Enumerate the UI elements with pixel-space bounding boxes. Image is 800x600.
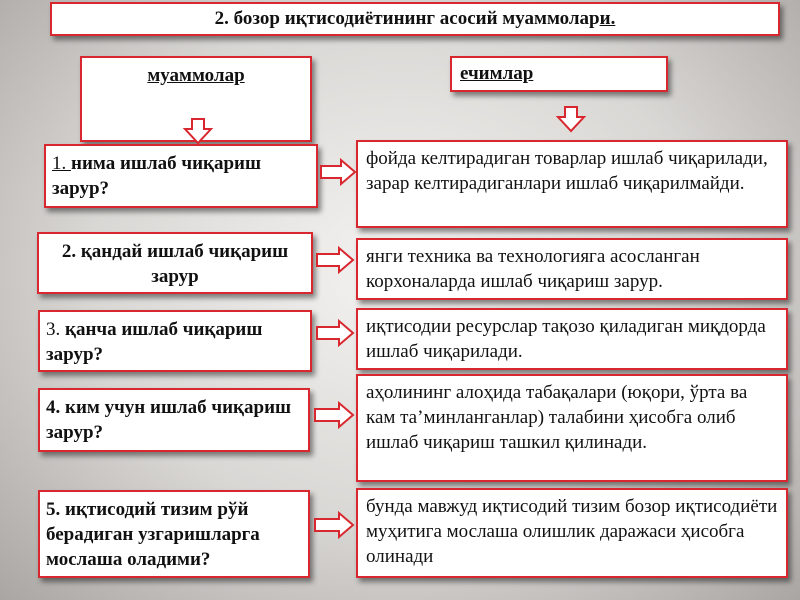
down-arrow-icon bbox=[184, 118, 212, 144]
solution-box-3 bbox=[356, 308, 788, 370]
problem-number: 4. bbox=[46, 397, 65, 418]
problem-number: 5. bbox=[46, 499, 65, 520]
right-arrow-icon bbox=[316, 320, 354, 346]
solution-text: янги техника ва технологияга асосланган корхоналарда ишлаб чиқариш зарур. bbox=[366, 246, 700, 292]
solution-box-1 bbox=[356, 140, 788, 228]
slide-title bbox=[50, 2, 780, 36]
solution-box-5 bbox=[356, 488, 788, 578]
solution-text: аҳолининг алоҳида табақалари (юқори, ўрта ва кам та’минланганлар) талабини ҳисобга олиб ишлаб чиқариш ташкил қилинади. bbox=[366, 382, 748, 453]
title-main: 2. бозор иқтисодиётининг асосий муаммолар bbox=[214, 8, 600, 29]
problem-number: 1. bbox=[52, 153, 71, 174]
solution-box-4 bbox=[356, 374, 788, 482]
solution-box-2 bbox=[356, 238, 788, 300]
right-arrow-icon bbox=[316, 247, 354, 273]
problem-text: қандай ишлаб чиқариш зарур bbox=[80, 241, 289, 287]
solution-text: фойда келтирадиган товарлар ишлаб чиқарилади, зарар келтирадиганлари ишлаб чиқарилмайди. bbox=[366, 148, 768, 194]
problems-header-label: муаммолар bbox=[147, 65, 245, 86]
solutions-header-label: ечимлар bbox=[460, 63, 534, 84]
right-arrow-icon bbox=[320, 159, 356, 185]
solution-text: иқтисодии ресурслар тақозо қиладиган миқдорда ишлаб чиқарилади. bbox=[366, 316, 766, 362]
problem-box-5 bbox=[38, 490, 310, 578]
problem-box-2 bbox=[37, 232, 313, 294]
problem-box-1 bbox=[44, 144, 318, 208]
title-tail: и. bbox=[599, 8, 616, 29]
problem-text: иқтисодий тизим рўй берадиган узгаришларга мослаша оладими? bbox=[46, 499, 260, 570]
right-arrow-icon bbox=[314, 512, 354, 538]
problem-number: 3. bbox=[46, 319, 65, 340]
solutions-header bbox=[450, 56, 668, 92]
problem-text: нима ишлаб чиқариш зарур? bbox=[52, 153, 262, 199]
problem-box-4 bbox=[38, 388, 310, 452]
problem-number: 2. bbox=[61, 241, 81, 262]
solution-text: бунда мавжуд иқтисодий тизим бозор иқтисодиёти муҳитига мослаша олишлик даражаси ҳисобга олинади bbox=[366, 496, 778, 567]
right-arrow-icon bbox=[314, 402, 354, 428]
problem-box-3 bbox=[38, 310, 312, 372]
problem-text: қанча ишлаб чиқариш зарур? bbox=[46, 319, 263, 365]
down-arrow-icon bbox=[557, 106, 585, 132]
problem-text: ким учун ишлаб чиқариш зарур? bbox=[46, 397, 292, 443]
